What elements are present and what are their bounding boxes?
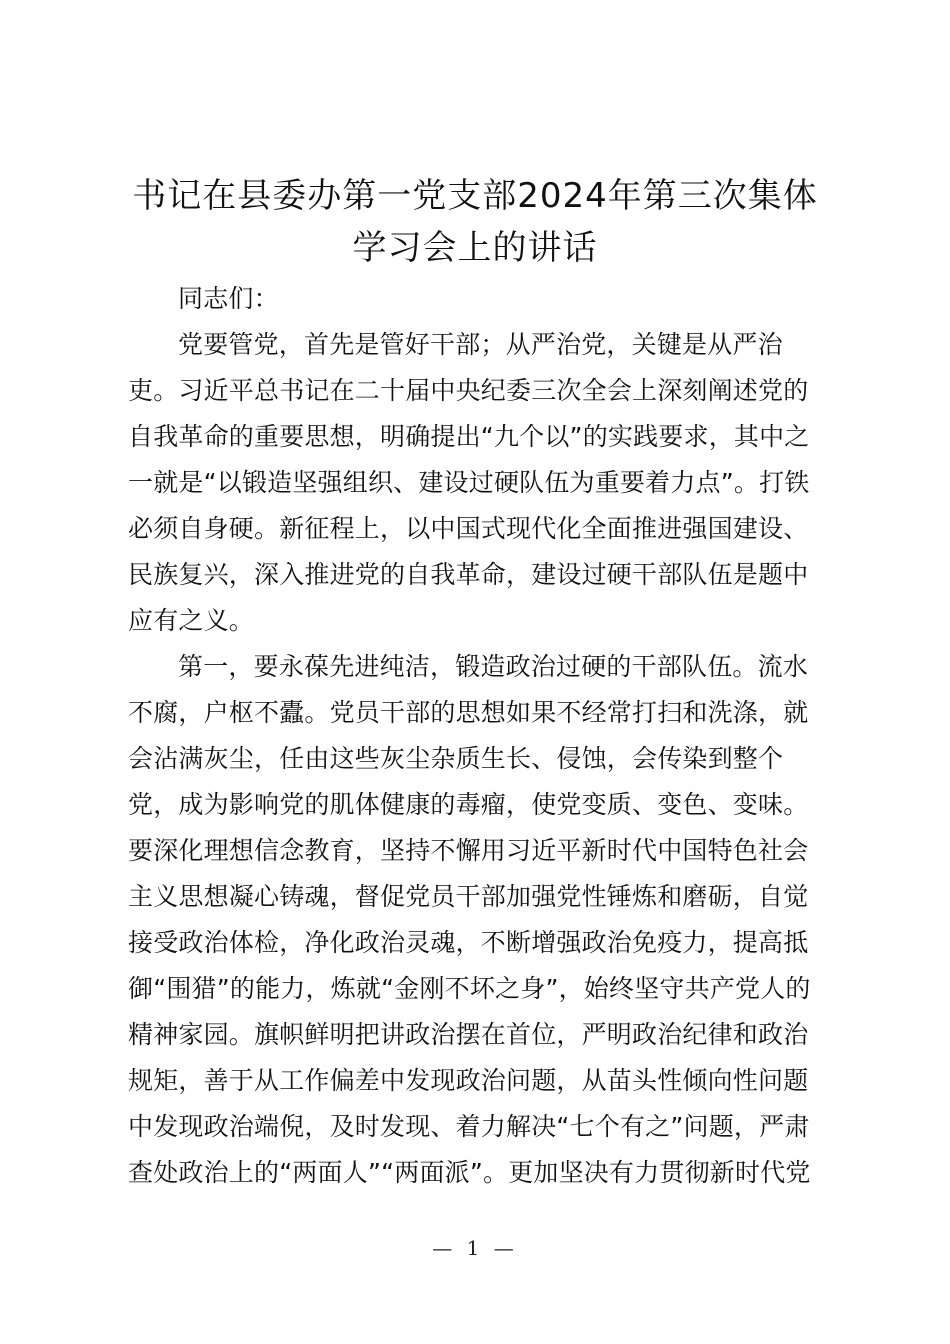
text-line: 自我革命的重要思想，明确提出“九个以”的实践要求，其中之 (128, 422, 810, 451)
text-line: 要深化理想信念教育，坚持不懈用习近平新时代中国特色社会 (128, 836, 809, 865)
text-line: 精神家园。旗帜鲜明把讲政治摆在首位，严明政治纪律和政治 (128, 1020, 809, 1049)
text-line: 必须自身硬。新征程上，以中国式现代化全面推进强国建设、 (128, 514, 809, 543)
text-line: 御“围猎”的能力，炼就“金刚不坏之身”，始终坚守共产党人的 (128, 974, 811, 1003)
text-line: 不腐，户枢不蠹。党员干部的思想如果不经常打扫和洗涤，就 (128, 698, 809, 727)
title-line: 书记在县委办第一党支部2024年第三次集体 (132, 176, 818, 216)
text-line: 中发现政治端倪，及时发现、着力解决“七个有之”问题，严肃 (128, 1112, 810, 1141)
text-line: 同志们： (178, 284, 279, 313)
text-line: 会沾满灰尘，任由这些灰尘杂质生长、侵蚀，会传染到整个 (128, 744, 784, 773)
text-line: 一就是“以锻造坚强组织、建设过硬队伍为重要着力点”。打铁 (128, 468, 810, 497)
text-line: 民族复兴，深入推进党的自我革命，建设过硬干部队伍是题中 (128, 560, 809, 589)
text-line: 党要管党，首先是管好干部；从严治党，关键是从严治 (178, 330, 783, 359)
text-line: 吏。习近平总书记在二十届中央纪委三次全会上深刻阐述党的 (128, 376, 809, 405)
page-number: — 1 — (432, 1236, 518, 1260)
text-line: 查处政治上的“两面人”“两面派”。更加坚决有力贯彻新时代党 (128, 1158, 811, 1187)
text-line: 主义思想凝心铸魂，督促党员干部加强党性锤炼和磨砺，自觉 (128, 882, 809, 911)
text-line: 接受政治体检，净化政治灵魂，不断增强政治免疫力，提高抵 (128, 928, 809, 957)
text-line: 规矩，善于从工作偏差中发现政治问题，从苗头性倾向性问题 (128, 1066, 809, 1095)
text-line: 应有之义。 (128, 606, 255, 635)
text-line: 党，成为影响党的肌体健康的毒瘤，使党变质、变色、变味。 (128, 790, 809, 819)
text-line: 第一，要永葆先进纯洁，锻造政治过硬的干部队伍。流水 (178, 652, 809, 681)
title-line: 学习会上的讲话 (352, 228, 598, 268)
document-title (110, 170, 840, 274)
document-body (128, 276, 828, 1196)
